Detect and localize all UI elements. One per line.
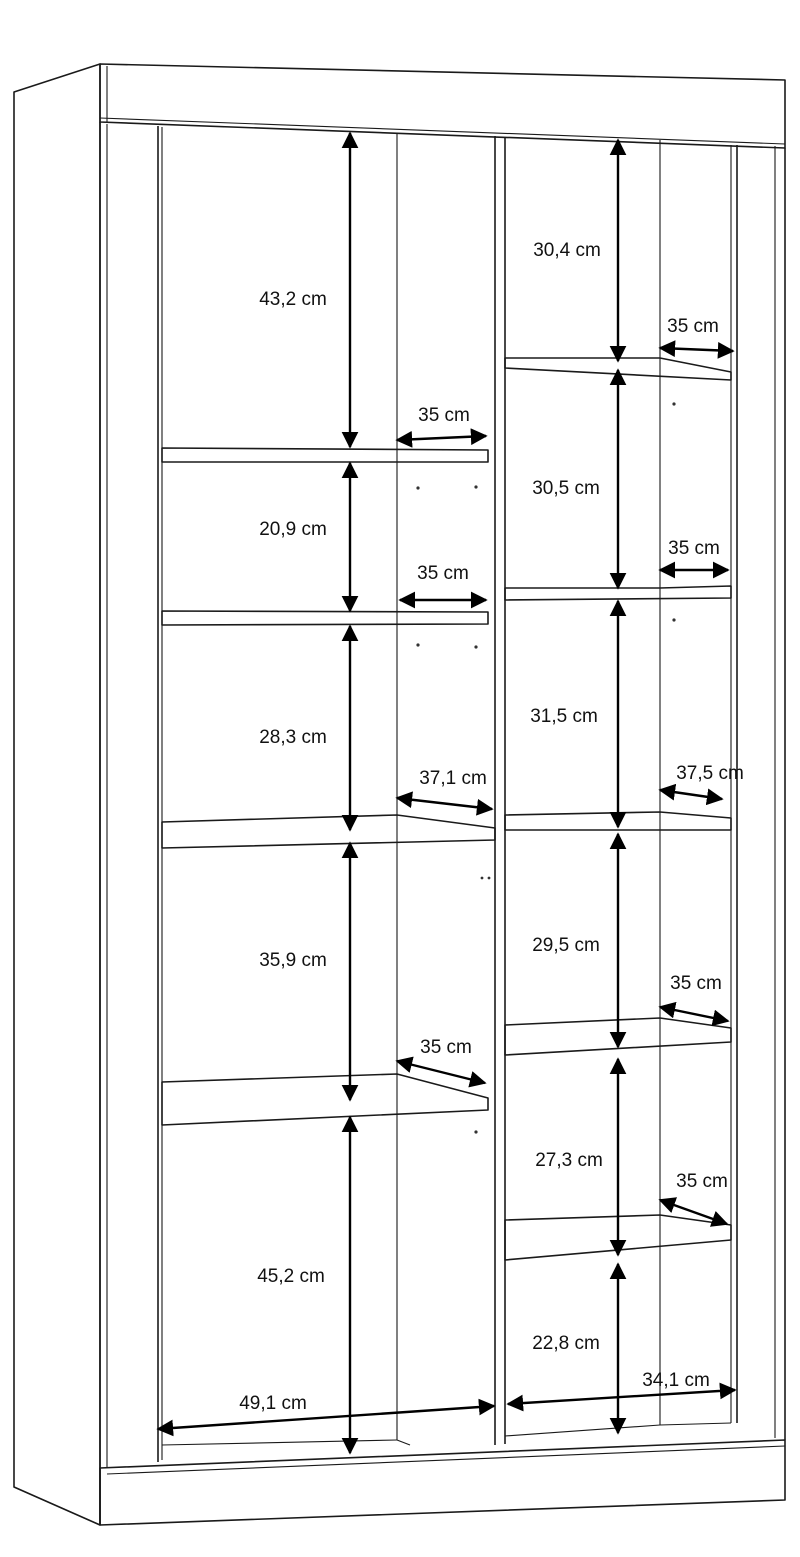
right-height-label-6: 22,8 cm	[532, 1333, 600, 1354]
right-width-label: 34,1 cm	[642, 1370, 710, 1391]
left-width-label: 49,1 cm	[239, 1393, 307, 1414]
right-depth-label-1: 35 cm	[667, 316, 719, 337]
left-depth-label-3: 37,1 cm	[419, 768, 487, 789]
right-height-label-5: 27,3 cm	[535, 1150, 603, 1171]
center-divider	[495, 136, 505, 1445]
right-depth-label-3: 37,5 cm	[676, 763, 744, 784]
left-height-label-1: 43,2 cm	[259, 289, 327, 310]
cabinet-outline	[14, 64, 785, 1525]
left-depth-label-1: 35 cm	[418, 405, 470, 426]
left-height-label-5: 45,2 cm	[257, 1266, 325, 1287]
left-depth-label-2: 35 cm	[417, 563, 469, 584]
right-depth-label-4: 35 cm	[670, 973, 722, 994]
left-depth-label-4: 35 cm	[420, 1037, 472, 1058]
cabinet-top-crown	[100, 64, 785, 148]
shelf	[162, 611, 488, 625]
shelf	[162, 1074, 488, 1125]
cabinet-plinth	[100, 1440, 785, 1525]
cabinet-side-panel	[14, 64, 100, 1525]
left-labels	[239, 289, 487, 1414]
left-height-label-3: 28,3 cm	[259, 727, 327, 748]
right-height-label-2: 30,5 cm	[532, 478, 600, 499]
right-height-label-1: 30,4 cm	[533, 240, 601, 261]
left-height-label-4: 35,9 cm	[259, 950, 327, 971]
right-depth-label-2: 35 cm	[668, 538, 720, 559]
right-height-label-4: 29,5 cm	[532, 935, 600, 956]
left-height-label-2: 20,9 cm	[259, 519, 327, 540]
shelf	[162, 815, 495, 848]
right-depth-label-5: 35 cm	[676, 1171, 728, 1192]
shelf	[505, 586, 731, 600]
shelf	[162, 448, 488, 462]
right-height-label-3: 31,5 cm	[530, 706, 598, 727]
